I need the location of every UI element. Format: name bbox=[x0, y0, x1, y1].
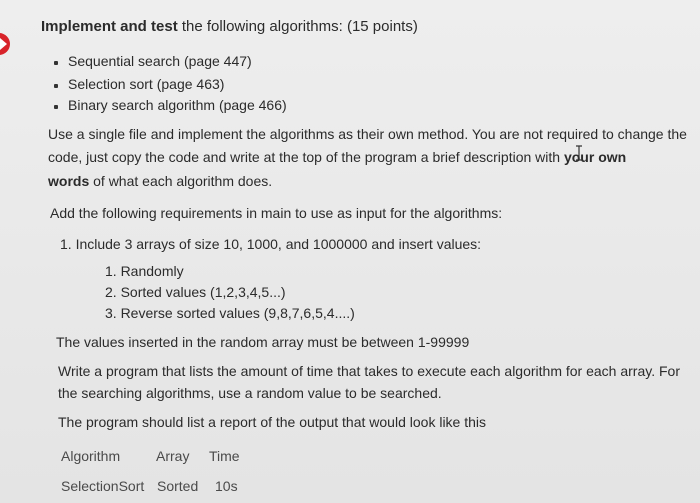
report-header-algorithm: Algorithm bbox=[61, 448, 121, 464]
title-rest-part: the following algorithms: (15 points) bbox=[181, 18, 418, 35]
assignment-title bbox=[41, 18, 418, 35]
paragraph2-line1: Write a program that lists the amount of time that takes to execute each algorithm for each array. For bbox=[58, 363, 680, 379]
sub-item-sorted: 2. Sorted values (1,2,3,4,5...) bbox=[105, 284, 286, 300]
paragraph2-line2: the searching algorithms, use a random value to be searched. bbox=[58, 385, 442, 401]
paragraph1-line2-bold: your own bbox=[563, 149, 627, 165]
random-range-note: The values inserted in the random array must be between 1-99999 bbox=[56, 334, 470, 350]
nav-back-badge[interactable] bbox=[0, 33, 10, 55]
bullet-icon bbox=[54, 105, 58, 109]
report-header-time: Time bbox=[209, 448, 240, 464]
sub-item-reverse-sorted: 3. Reverse sorted values (9,8,7,6,5,4....) bbox=[105, 305, 355, 321]
bullet-icon bbox=[54, 84, 58, 88]
report-cell-algorithm: SelectionSort bbox=[61, 478, 145, 494]
report-cell-time: 10s bbox=[215, 478, 238, 494]
requirements-heading: Add the following requirements in main to use as input for the algorithms: bbox=[50, 205, 503, 221]
paragraph1-line3-bold: words bbox=[48, 173, 90, 189]
text-cursor-icon bbox=[574, 145, 584, 161]
sub-item-randomly: 1. Randomly bbox=[105, 263, 184, 279]
bullet-item-sequential-search: Sequential search (page 447) bbox=[68, 53, 252, 69]
paragraph1-line2-text: code, just copy the code and write at the top of the program a brief description with bbox=[48, 149, 564, 165]
requirement-item-1: 1. Include 3 arrays of size 10, 1000, and 1000000 and insert values: bbox=[60, 236, 482, 252]
title-bold-part: Implement and test bbox=[41, 18, 178, 35]
paragraph1-line3-text: of what each algorithm does. bbox=[89, 173, 273, 189]
report-intro: The program should list a report of the output that would look like this bbox=[58, 414, 487, 430]
play-arrow-icon bbox=[0, 38, 7, 50]
paragraph1-line2 bbox=[48, 149, 626, 165]
report-header-array: Array bbox=[156, 448, 190, 464]
paragraph1-line1: Use a single file and implement the algorithms as their own method. You are not required to change the bbox=[48, 126, 687, 142]
paragraph1-line3 bbox=[48, 173, 272, 189]
bullet-item-binary-search: Binary search algorithm (page 466) bbox=[68, 97, 287, 113]
bullet-icon bbox=[54, 61, 58, 65]
bullet-item-selection-sort: Selection sort (page 463) bbox=[68, 76, 225, 92]
report-cell-array: Sorted bbox=[157, 478, 199, 494]
